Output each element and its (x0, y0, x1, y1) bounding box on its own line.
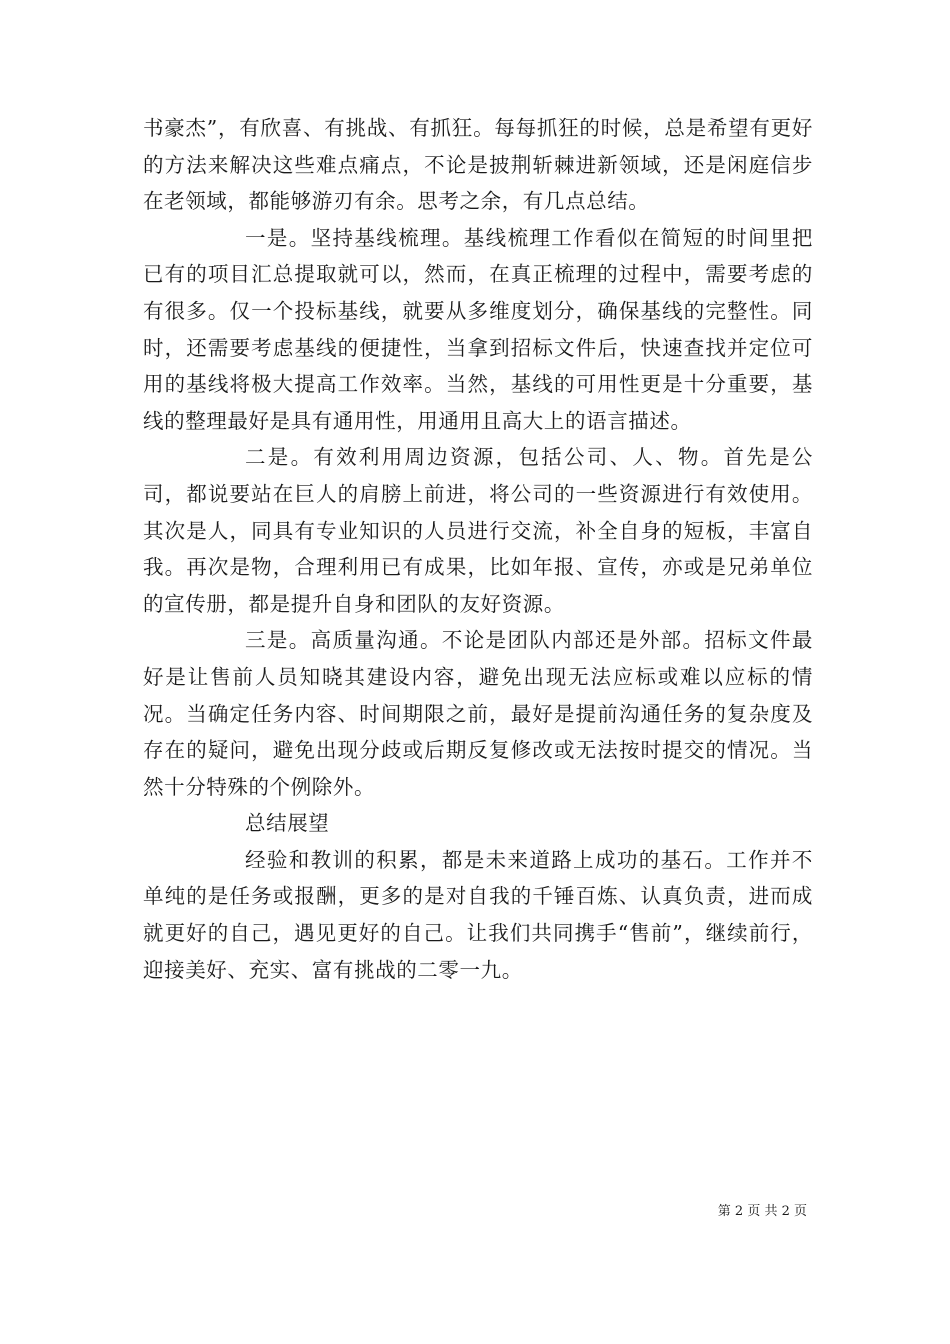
paragraph-point-two: 二是。有效利用周边资源，包括公司、人、物。首先是公司，都说要站在巨人的肩膀上前进，将公司的一些资源进行有效使用。其次是人，同具有专业知识的人员进行交流，补全自身的短板，丰富自我。再次是物，合理利用已有成果，比如年报、宣传，亦或是兄弟单位的宣传册，都是提升自身和团队的友好资源。 (143, 445, 813, 616)
paragraph-closing: 经验和教训的积累，都是未来道路上成功的基石。工作并不单纯的是任务或报酬，更多的是对自我的千锤百炼、认真负责，进而成就更好的自己，遇见更好的自己。让我们共同携手“售前”，继续前行，迎接美好、充实、富有挑战的二零一九。 (143, 847, 813, 982)
paragraph-point-three: 三是。高质量沟通。不论是团队内部还是外部。招标文件最好是让售前人员知晓其建设内容，避免出现无法应标或难以应标的情况。当确定任务内容、时间期限之前，最好是提前沟通任务的复杂度及存在的疑问，避免出现分歧或后期反复修改或无法按时提交的情况。当然十分特殊的个例除外。 (143, 628, 813, 799)
paragraph-continuation: 书豪杰”，有欣喜、有挑战、有抓狂。每每抓狂的时候，总是希望有更好的方法来解决这些难点痛点，不论是披荆斩棘进新领域，还是闲庭信步在老领域，都能够游刃有余。思考之余，有几点总结。 (143, 116, 813, 214)
paragraph-point-one: 一是。坚持基线梳理。基线梳理工作看似在简短的时间里把已有的项目汇总提取就可以，然而，在真正梳理的过程中，需要考虑的有很多。仅一个投标基线，就要从多维度划分，确保基线的完整性。同时，还需要考虑基线的便捷性，当拿到招标文件后，快速查找并定位可用的基线将极大提高工作效率。当然，基线的可用性更是十分重要，基线的整理最好是具有通用性，用通用且高大上的语言描述。 (143, 225, 813, 433)
section-heading-summary-outlook: 总结展望 (245, 811, 330, 836)
page-number-footer: 第 2 页 共 2 页 (717, 1204, 807, 1219)
document-body (143, 110, 813, 988)
